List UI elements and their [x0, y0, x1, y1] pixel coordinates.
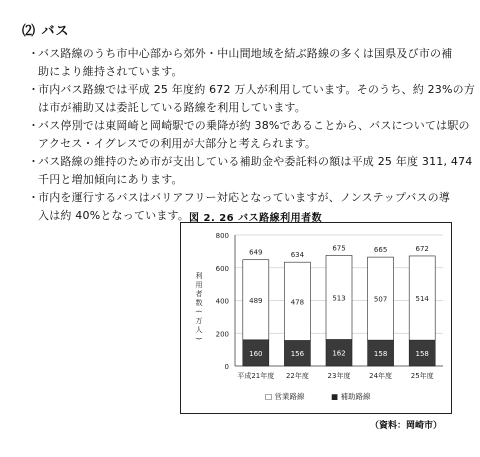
- paragraph-line: [28, 45, 452, 63]
- x-tick-label: 平成21年度: [237, 372, 275, 380]
- y-axis-label-char: 利: [195, 272, 203, 280]
- paragraph-line: [28, 117, 470, 135]
- y-axis-label-char: 人: [195, 326, 203, 334]
- y-tick-label: 600: [215, 264, 229, 273]
- data-label-commercial: 478: [290, 298, 305, 307]
- y-tick-label: 0: [224, 363, 229, 371]
- bus-ridership-chart: [181, 223, 451, 413]
- figure-title: 図 2. 26 バス路線利用者数: [189, 213, 323, 224]
- line-text: バス路線の維持のため市が支出している補助金や委託料の額は平成 25 年度 311, 474: [38, 155, 473, 168]
- data-label-total: 634: [290, 251, 305, 260]
- data-label-commercial: 513: [332, 294, 346, 303]
- paragraph-line: [28, 153, 472, 171]
- y-axis-label-char: 者: [195, 290, 203, 298]
- line-text: は市が補助又は委託している路線を利用しています。: [38, 101, 306, 114]
- paragraph-line: [28, 189, 450, 207]
- data-label-total: 649: [249, 248, 263, 257]
- line-text: 助により維持されています。: [38, 65, 183, 78]
- data-label-commercial: 489: [249, 296, 263, 305]
- data-label-subsidized: 158: [373, 350, 388, 359]
- y-tick-label: 200: [215, 330, 229, 339]
- paragraph-line: [28, 171, 472, 189]
- paragraph: [28, 81, 475, 117]
- paragraph: [28, 117, 470, 153]
- line-text: 千円と増加傾向にあります。: [38, 173, 183, 186]
- paragraph-line: [28, 135, 470, 153]
- data-label-subsidized: 162: [332, 349, 346, 358]
- x-tick-label: 24年度: [369, 372, 393, 380]
- source-note: （資料：岡崎市）: [370, 421, 443, 431]
- data-label-total: 672: [415, 244, 429, 253]
- bullet: ・: [28, 119, 40, 132]
- data-label-total: 665: [373, 246, 388, 255]
- y-tick-label: 800: [215, 232, 229, 240]
- x-tick-label: 23年度: [327, 372, 351, 380]
- section-heading: ⑵ バス: [22, 24, 70, 39]
- paragraph-line: [28, 63, 452, 81]
- paragraph-line: [28, 99, 475, 117]
- data-label-subsidized: 158: [415, 350, 429, 359]
- paragraph: [28, 45, 452, 81]
- bullet: ・: [28, 83, 40, 96]
- bullet: ・: [28, 47, 40, 60]
- legend-commercial: □ 営業路線: [265, 392, 305, 401]
- data-label-subsidized: 156: [290, 350, 305, 359]
- bullet: ・: [28, 191, 40, 204]
- y-axis-label-char: 万: [195, 317, 203, 325]
- line-text: バス停別では東岡崎と岡崎駅での乗降が約 38%であることから、バスについては駅の: [38, 119, 470, 132]
- y-axis-label-char: 数: [195, 299, 203, 307]
- bullet: ・: [28, 155, 40, 168]
- line-text: 市内バス路線では平成 25 年度約 672 万人が利用しています。そのうち、約 23%の方: [38, 83, 476, 96]
- y-axis-label-char: 用: [195, 281, 203, 289]
- chart-frame: [180, 222, 452, 414]
- data-label-commercial: 514: [415, 295, 429, 304]
- paragraph: [28, 153, 472, 189]
- paragraph-line: [28, 81, 475, 99]
- line-text: 入は約 40%となっています。: [38, 209, 190, 222]
- data-label-subsidized: 160: [249, 349, 263, 358]
- data-label-commercial: 507: [373, 295, 388, 304]
- y-tick-label: 400: [215, 297, 229, 306]
- line-text: アクセス・イグレスでの利用が大部分と考えられます。: [38, 137, 317, 150]
- x-tick-label: 22年度: [285, 372, 309, 380]
- line-text: バス路線のうち市中心部から郊外・中山間地域を結ぶ路線の多くは国県及び市の補: [38, 47, 453, 60]
- legend-subsidized: ■ 補助路線: [331, 392, 371, 401]
- line-text: 市内を運行するバスはバリアフリー対応となっていますが、ノンステップバスの導: [38, 191, 451, 204]
- y-axis-label-char: ): [194, 337, 203, 340]
- data-label-total: 675: [332, 244, 346, 253]
- x-tick-label: 25年度: [410, 372, 434, 380]
- y-axis-label-char: (: [194, 310, 203, 313]
